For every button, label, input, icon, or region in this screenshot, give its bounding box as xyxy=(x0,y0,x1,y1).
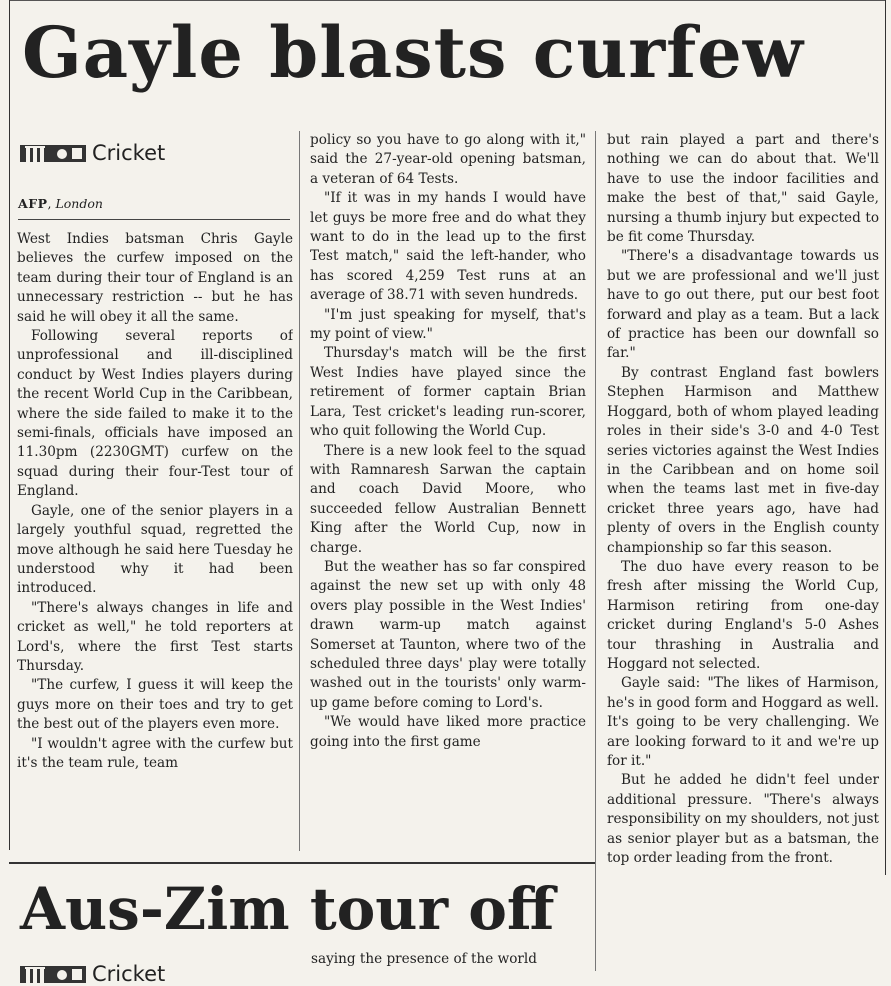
paragraph: But the weather has so far conspired against the new set up with only 48 overs play possible in the West Indies' drawn warm-up match against Somerset at Taunton, where two of the scheduled three days' play were totally washed out in the tourists' only warm-up game before coming to Lord's. xyxy=(310,558,586,711)
section-label: Cricket xyxy=(92,141,166,165)
paragraph: Gayle, one of the senior players in a largely youthful squad, regretted the move although he said here Tuesday he understood why it had been introduced. xyxy=(17,502,293,597)
paragraph: By contrast England fast bowlers Stephen Harmison and Matthew Hoggard, both of whom played leading roles in their side's 3-0 and 4-0 Test series victories against the West Indies in the Caribbean and on home soil when the teams last met in five-day cricket three years ago, have had plenty of overs in the English county championship so far this season. xyxy=(607,364,879,556)
article2-column-start xyxy=(311,950,587,980)
article-separator-rule xyxy=(9,862,595,864)
paragraph: "If it was in my hands I would have let guys be more free and do what they want to do in the lead up to the first Test match," said the left-hander, who has scored 4,259 Test runs at an average of 38.71 with seven hundreds. xyxy=(310,190,586,304)
paragraph: The duo have every reason to be fresh after missing the World Cup, Harmison retiring from one-day cricket during England's 5-0 Ashes tour thrashing in Australia and Hoggard not selected. xyxy=(607,558,879,672)
paragraph: "There's always changes in life and cricket as well," he told reporters at Lord's, where the first Test starts Thursday. xyxy=(17,599,293,674)
section-tag-cricket xyxy=(18,141,165,165)
paragraph: But he added he didn't feel under additional pressure. "There's always responsibility on my shoulders, not just as senior player but as a batsman, the top order leading from the front. xyxy=(607,772,879,867)
paragraph: There is a new look feel to the squad with Ramnaresh Sarwan the captain and coach David Moore, who succeeded fellow Australian Bennett King after the World Cup, now in charge. xyxy=(310,442,586,556)
top-rule xyxy=(9,0,886,1)
paragraph: Thursday's match will be the first West Indies have played since the retirement of former captain Brian Lara, Test cricket's leading run-scorer, who quit following the World Cup. xyxy=(310,345,586,440)
cricket-stumps-logo-icon xyxy=(18,142,88,164)
section-tag-cricket-2 xyxy=(18,962,165,986)
article-column-1 xyxy=(17,230,293,860)
byline-agency: AFP xyxy=(18,196,48,211)
column-divider xyxy=(595,131,596,971)
headline-gayle-blasts-curfew: Gayle blasts curfew xyxy=(22,11,805,94)
frame-right-rule xyxy=(885,0,886,875)
paragraph: saying the presence of the world xyxy=(311,951,537,967)
paragraph: "There's a disadvantage towards us but we are professional and we'll just have to go out there, put our best foot forward and play as a team. But a lack of practice has been our downfall so far." xyxy=(607,248,879,362)
byline-place: London xyxy=(55,196,103,211)
paragraph: Gayle said: "The likes of Harmison, he's in good form and Hoggard as well. It's going to be very challenging. We are looking forward to it and we're up for it." xyxy=(607,675,879,769)
paragraph: Following several reports of unprofessional and ill-disciplined conduct by West Indies players during the recent World Cup in the Caribbean, where the side failed to make it to the semi-finals, officials have imposed an 11.30pm (2230GMT) curfew on the squad during their four-Test tour of England. xyxy=(17,328,293,500)
paragraph: policy so you have to go along with it," said the 27-year-old opening batsman, a veteran of 64 Tests. xyxy=(310,132,586,187)
paragraph: "I wouldn't agree with the curfew but it's the team rule, team xyxy=(17,735,293,771)
paragraph: but rain played a part and there's nothing we can do about that. We'll have to use the indoor facilities and make the best of that," said Gayle, nursing a thumb injury but expected to be fit come Thursday. xyxy=(607,132,879,246)
frame-left-rule xyxy=(9,0,10,850)
section-label: Cricket xyxy=(92,962,166,986)
column-divider xyxy=(299,131,300,851)
byline-rule xyxy=(18,219,290,220)
paragraph: West Indies batsman Chris Gayle believes the curfew imposed on the team during their tour of England is an unnecessary restriction -- but he has said he will obey it all the same. xyxy=(17,231,293,325)
article-column-2 xyxy=(310,131,586,851)
paragraph: "The curfew, I guess it will keep the guys more on their toes and try to get the best out of the players even more. xyxy=(17,677,293,733)
headline-aus-zim-tour-off: Aus-Zim tour off xyxy=(20,875,555,943)
article-column-3 xyxy=(607,131,879,971)
paragraph: "I'm just speaking for myself, that's my point of view." xyxy=(310,306,586,343)
paragraph: "We would have liked more practice going into the first game xyxy=(310,714,586,750)
cricket-stumps-logo-icon xyxy=(18,963,88,985)
byline: AFP, London xyxy=(18,196,103,211)
